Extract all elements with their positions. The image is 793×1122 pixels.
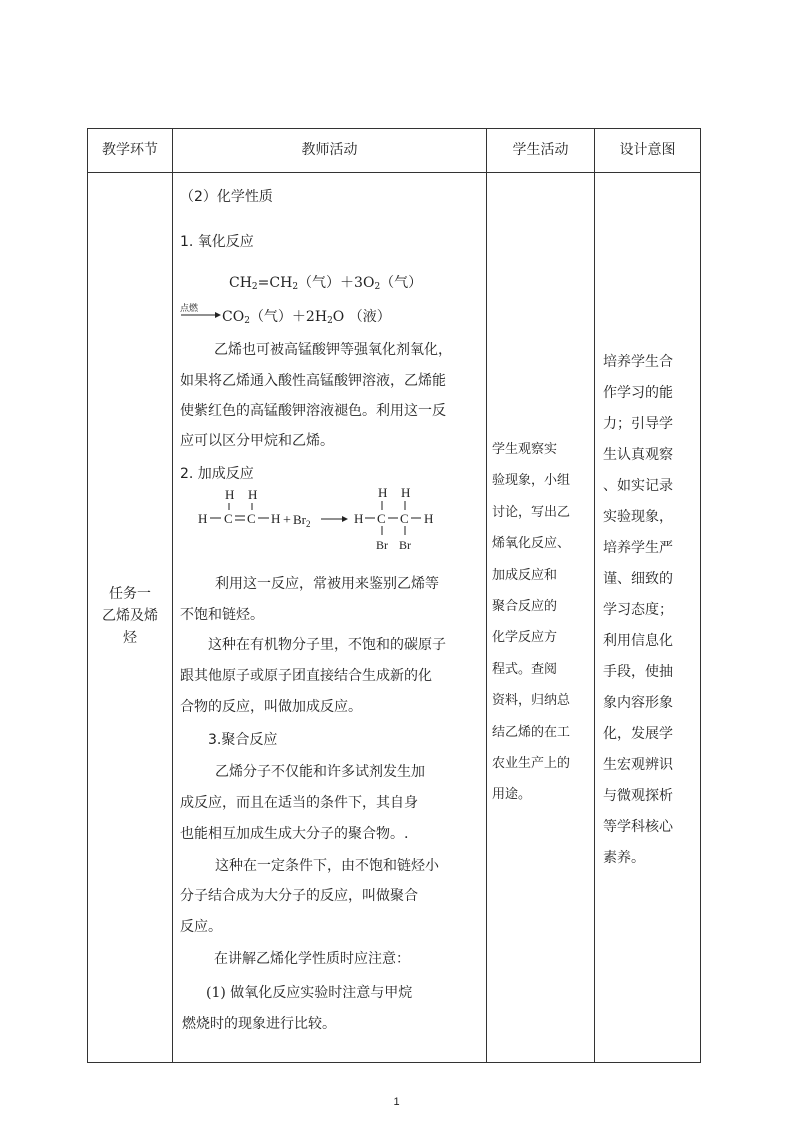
- atom-c: C: [247, 511, 256, 526]
- oxidation-text-line: 应可以区分甲烷和乙烯。: [180, 433, 334, 449]
- design-line: 谨、细致的: [603, 571, 673, 587]
- polymer-text-line: 乙烯分子不仅能和许多试剂发生加: [215, 764, 425, 780]
- student-line: 加成反应和: [492, 567, 558, 583]
- arrow-head: [342, 516, 348, 522]
- atom-h: H: [225, 487, 235, 502]
- atom-c: C: [377, 511, 386, 526]
- table-col-divider-2: [486, 128, 487, 1062]
- atom-h: H: [354, 511, 364, 526]
- table-border-right: [700, 128, 701, 1062]
- table-col-divider-1: [172, 128, 173, 1062]
- design-line: 等学科核心: [603, 819, 673, 835]
- polymer-text-line: 反应。: [180, 919, 222, 935]
- student-line: 资料，归纳总: [492, 693, 571, 709]
- oxidation-text-line: 如果将乙烯通入酸性高锰酸钾溶液，乙烯能: [180, 373, 446, 389]
- ignition-condition: 点燃: [180, 304, 199, 314]
- atom-br: Br: [399, 538, 411, 552]
- student-line: 化学反应方: [492, 630, 558, 646]
- addition-text-line: 合物的反应，叫做加成反应。: [180, 699, 362, 715]
- design-line: 素养。: [603, 850, 645, 866]
- addition-reaction-diagram: [190, 482, 450, 554]
- reaction-arrow-icon: [180, 311, 222, 319]
- design-line: 象内容形象: [603, 695, 673, 711]
- addition-text-line: 利用这一反应，常被用来鉴别乙烯等: [215, 576, 439, 592]
- student-line: 聚合反应的: [492, 599, 558, 615]
- design-line: 力；引导学: [603, 416, 673, 432]
- polymer-text-line: 燃烧时的现象进行比较。: [182, 1016, 336, 1032]
- student-line: 程式。查阅: [492, 661, 558, 677]
- design-line: 、如实记录: [603, 478, 673, 494]
- stage-line: 乙烯及烯: [102, 608, 158, 624]
- header-stage: 教学环节: [102, 142, 158, 158]
- polymer-text-line: 也能相互加成生成大分子的聚合物。.: [180, 826, 409, 842]
- oxidation-title: 1. 氧化反应: [180, 234, 254, 250]
- polymer-text-line: 在讲解乙烯化学性质时应注意：: [214, 951, 410, 967]
- design-line: 与微观探析: [603, 788, 673, 804]
- design-line: 生宏观辨识: [603, 757, 673, 773]
- design-line: 化，发展学: [603, 726, 673, 742]
- design-line: 学习态度；: [603, 602, 673, 618]
- design-line: 生认真观察: [603, 447, 673, 463]
- polymer-text-line: 这种在一定条件下，由不饱和链烃小: [215, 858, 439, 874]
- student-activity-cell: [492, 434, 570, 811]
- equation-line-1: $CH_2=CH_2$（气）$+3O_2$（气）: [229, 275, 423, 292]
- table-border-bottom: [87, 1062, 701, 1063]
- atom-c: C: [224, 511, 233, 526]
- addition-text-line: 不饱和链烃。: [180, 607, 264, 623]
- design-line: 作学习的能: [603, 385, 673, 401]
- oxidation-text-line: 使紫红色的高锰酸钾溶液褪色。利用这一反: [180, 403, 446, 419]
- atom-h: H: [378, 485, 388, 500]
- header-teacher-activity: 教师活动: [301, 142, 358, 158]
- polymer-text-line: 分子结合成为大分子的反应，叫做聚合: [180, 888, 418, 904]
- design-line: 实验现象，: [603, 509, 673, 525]
- student-line: 农业生产上的: [492, 756, 571, 772]
- student-line: 验现象，小组: [492, 473, 571, 489]
- atom-c: C: [400, 511, 409, 526]
- design-line: 利用信息化: [603, 633, 673, 649]
- header-student-activity: 学生活动: [512, 142, 569, 158]
- design-line: 培养学生合: [603, 354, 673, 370]
- student-line: 烯氧化反应、: [492, 536, 571, 552]
- atom-h: H: [198, 511, 208, 526]
- addition-text-line: 跟其他原子或原子团直接结合生成新的化: [180, 668, 432, 684]
- bromine-reagent: $Br_2$: [293, 512, 311, 529]
- addition-title: 2. 加成反应: [180, 466, 254, 482]
- design-line: 培养学生严: [603, 540, 673, 556]
- equation-line-2: $CO_2$（气）$+2H_2O$ （液）: [222, 309, 391, 326]
- stage-line: 任务一: [109, 586, 151, 602]
- polymer-text-line: (1) 做氧化反应实验时注意与甲烷: [206, 985, 413, 1001]
- atom-h: H: [271, 511, 281, 526]
- header-design-intent: 设计意图: [619, 142, 676, 158]
- polymer-text-line: 成反应，而且在适当的条件下，其自身: [180, 795, 418, 811]
- design-line: 手段，使抽: [603, 664, 673, 680]
- oxidation-text-line: 乙烯也可被高锰酸钾等强氧化剂氧化，: [214, 342, 452, 358]
- page-number: 1: [393, 1096, 400, 1108]
- polymer-title: 3.聚合反应: [208, 732, 278, 748]
- plus-sign: +: [283, 513, 291, 528]
- student-line: 学生观察实: [492, 442, 558, 457]
- stage-cell: [88, 583, 172, 649]
- table-col-divider-3: [594, 128, 595, 1062]
- atom-h: H: [401, 485, 411, 500]
- student-line: 用途。: [492, 787, 532, 803]
- design-intent-cell: [603, 347, 673, 874]
- addition-text-line: 这种在有机物分子里，不饱和的碳原子: [208, 637, 446, 653]
- section-title: （2）化学性质: [180, 189, 273, 205]
- stage-line: 烃: [123, 630, 137, 646]
- student-line: 讨论，写出乙: [492, 504, 571, 520]
- atom-h: H: [248, 487, 258, 502]
- atom-br: Br: [376, 538, 388, 552]
- atom-h: H: [424, 511, 434, 526]
- student-line: 结乙烯的在工: [492, 724, 571, 740]
- table-header-divider: [87, 172, 701, 173]
